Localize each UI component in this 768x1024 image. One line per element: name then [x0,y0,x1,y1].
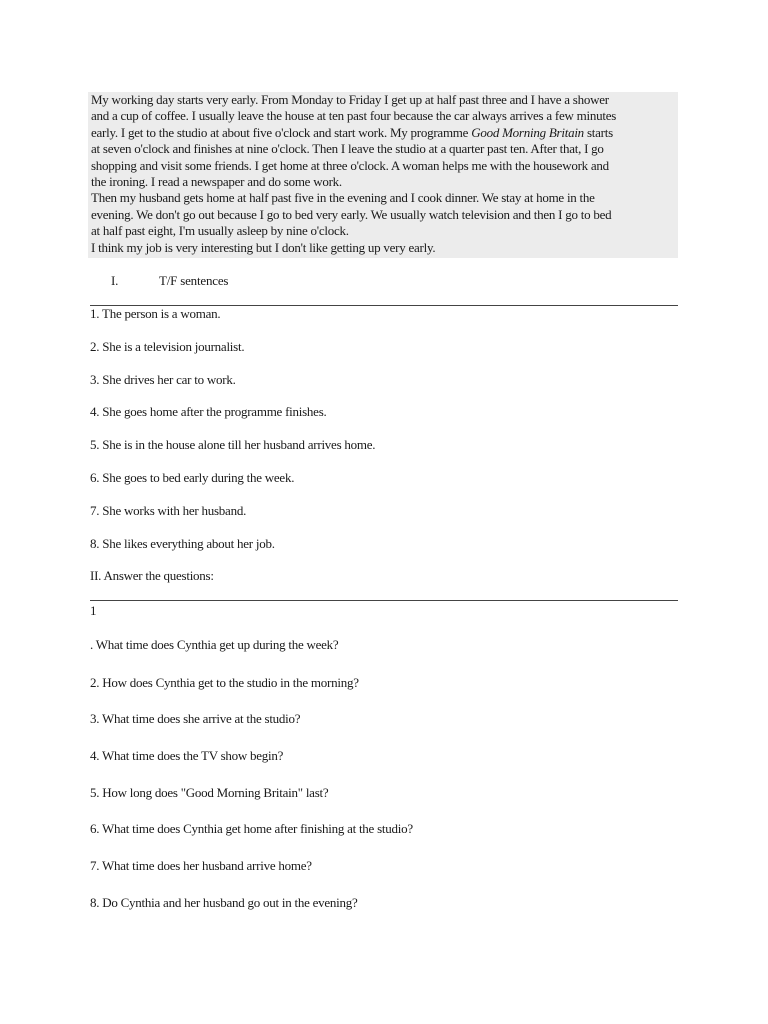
question: 5. How long does "Good Morning Britain" last? [90,785,329,800]
tf-sentence: 2. She is a television journalist. [90,339,245,354]
tf-sentence: 5. She is in the house alone till her husband arrives home. [90,437,376,452]
question: 2. How does Cynthia get to the studio in the morning? [90,675,359,690]
section1-numeral: I. [111,273,119,288]
passage-line: the ironing. I read a newspaper and do some work. [91,174,342,190]
tf-sentence: 4. She goes home after the programme finishes. [90,404,327,419]
question: 7. What time does her husband arrive home? [90,858,312,873]
tf-sentence: 3. She drives her car to work. [90,372,236,387]
tf-sentence: 7. She works with her husband. [90,503,247,518]
passage-line: evening. We don't go out because I go to bed very early. We usually watch television and then I go to bed [91,206,612,222]
passage-line: Then my husband gets home at half past five in the evening and I cook dinner. We stay at home in the [91,190,595,206]
passage-line: at seven o'clock and finishes at nine o'clock. Then I leave the studio at a quarter past ten. After that, I go [91,141,604,157]
passage-line-start: early. I get to the studio at about five o'clock and start work. My programme [91,124,472,140]
question: 3. What time does she arrive at the studio? [90,711,301,726]
tf-sentence: 8. She likes everything about her job. [90,536,275,551]
question: 8. Do Cynthia and her husband go out in the evening? [90,895,358,910]
question: . What time does Cynthia get up during the week? [90,637,339,652]
tf-sentence: 1. The person is a woman. [90,306,221,321]
section2-divider [90,600,678,601]
passage-line: at half past eight, I'm usually asleep by nine o'clock. [91,223,349,239]
question: 4. What time does the TV show begin? [90,748,284,763]
section1-title: T/F sentences [159,273,229,288]
passage-line [91,125,678,141]
section2-title: II. Answer the questions: [90,568,214,583]
reading-passage [88,92,678,258]
programme-title: Good Morning Britain [471,124,584,140]
passage-line: shopping and visit some friends. I get home at three o'clock. A woman helps me with the housework and [91,157,609,173]
passage-line-end: starts [583,124,613,140]
tf-sentence: 6. She goes to bed early during the week. [90,470,295,485]
question-number-fragment: 1 [90,603,97,618]
passage-line: and a cup of coffee. I usually leave the house at ten past four because the car always arrives a few minutes [91,108,617,124]
passage-line: I think my job is very interesting but I don't like getting up very early. [91,239,436,255]
question: 6. What time does Cynthia get home after finishing at the studio? [90,821,413,836]
passage-line: My working day starts very early. From Monday to Friday I get up at half past three and I have a shower [91,92,609,107]
